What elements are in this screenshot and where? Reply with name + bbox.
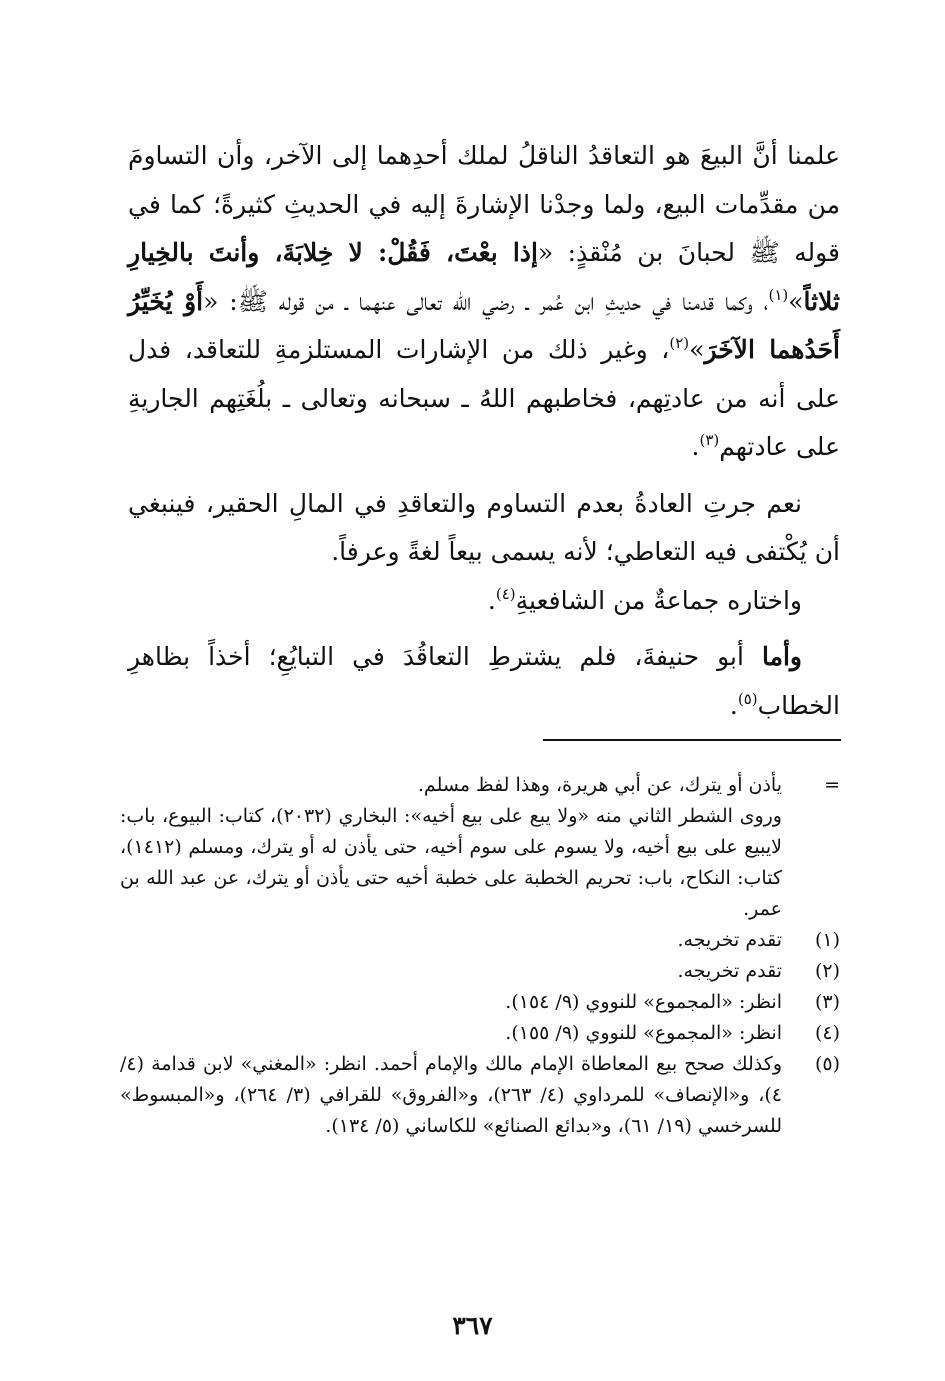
footnote-text: تقدم تخريجه. — [677, 929, 782, 951]
footnote-ref: (٥) — [737, 689, 758, 708]
footnote-separator — [543, 739, 841, 741]
footnote-item — [120, 1018, 840, 1049]
footnote-text: وكذلك صحح بيع المعاطاة الإمام مالك والإمام أحمد. انظر: «المغني» لابن قدامة (٤/ ٤)، و«الإنصاف» للمرداوي (٤/ ٢٦٣)، و«الفروق» للقرافي (٣/ ٢٦٤)، و«المبسوط» للسرخسي (١٩/ ٦١)، و«بدائع الصنائع» للكاساني (٥/ ١٣٤). — [120, 1053, 783, 1137]
footnote-ref: (١) — [768, 285, 789, 304]
footnote-item — [120, 1049, 840, 1142]
text-run: . — [691, 432, 700, 461]
text-run: أبو حنيفةَ، فلم يشترطِ التعاقُدَ في التبايُعِ؛ أخذاً بظاهرِ الخطاب — [128, 642, 840, 720]
footnote-number: (٥) — [814, 1053, 840, 1075]
footnote-item — [120, 987, 840, 1018]
footnote-text: انظر: «المجموع» للنووي (٩/ ١٥٤). — [505, 991, 782, 1013]
page-number: ٣٦٧ — [452, 1311, 493, 1340]
hadith-quote: إذا بعْتَ، فَقُلْ: لا خِلابَةَ، وأنتَ بالخِيارِ ثلاثاً — [128, 238, 840, 316]
footnote-line: يأذن أو يترك، عن أبي هريرة، وهذا لفظ مسلم. — [417, 774, 782, 796]
text-run: ، وكما قدمنا في حديثِ ابن عُمر ـ رضي الله تعالى عنهما ـ من قوله ﷺ: « — [203, 286, 769, 316]
footnote-ref: (٣) — [699, 431, 720, 449]
text-run: علمنا أنَّ البيعَ هو التعاقدُ الناقلُ لملك أحدِهما إلى الآخر، وأن التساومَ من مقدِّمات البيع، ولما وجدْنا الإشارةَ إليه في الحديثِ كثيرةً؛ كما في قوله ﷺ لحبانَ بن مُنْقذٍ: « — [128, 141, 840, 267]
footnote-item — [120, 956, 840, 987]
footnotes — [120, 770, 840, 1142]
main-text — [128, 132, 840, 730]
hadith-quote: أَوْ يُخَيِّرُ أَحَدُهما الآخَرَ — [128, 286, 840, 364]
paragraph-4 — [128, 633, 840, 730]
text-run: واختاره جماعةٌ من الشافعيةِ — [515, 585, 802, 615]
footnote-line: وروى الشطر الثاني منه «ولا يبع على بيع أخيه»: البخاري (٢٠٣٢)، كتاب: البيوع، باب: لايبيع على بيع أخيه، ولا يسوم على سوم أخيه، حتى يأذن له أو يترك، ومسلم (١٤١٢)، كتاب: النكاح، باب: تحريم الخطبة على خطبة أخيه حتى يأذن أو يترك، عن عبد الله بن عمر. — [120, 805, 782, 920]
footnote-continuation — [120, 770, 840, 925]
footnote-text: تقدم تخريجه. — [677, 960, 782, 982]
text-run: » — [689, 335, 705, 364]
footnote-ref: (٢) — [669, 334, 690, 352]
text-run: ، وغير ذلك من الإشارات المستلزمةِ للتعاقد، فدل على أنه من عادتِهم، فخاطبهم اللهُ ـ سبحانه وتعالى ـ بلُغَتِهم الجاريةِ على عادتهم — [128, 335, 840, 461]
footnote-text: انظر: «المجموع» للنووي (٩/ ١٥٥). — [505, 1022, 782, 1044]
footnote-number: (١) — [814, 929, 840, 951]
lead-word: وأما — [761, 642, 802, 671]
text-run: » — [788, 286, 804, 316]
text-run: . — [729, 690, 738, 720]
text-run: . — [487, 585, 496, 615]
footnote-ref: (٤) — [495, 584, 516, 603]
paragraph-2: نعم جرتِ العادةُ بعدم التساوم والتعاقدِ في المالِ الحقير، فينبغي أن يُكْتفى فيه التعاطي؛ لأنه يسمى بيعاً لغةً وعرفاً. — [128, 488, 840, 566]
footnote-text — [120, 770, 782, 925]
footnote-item — [120, 925, 840, 956]
continuation-marker: = — [824, 774, 840, 796]
footnote-number: (٣) — [814, 991, 840, 1013]
footnote-number: (٤) — [814, 1022, 840, 1044]
paragraph-1 — [128, 132, 840, 472]
paragraph-3 — [128, 577, 840, 626]
footnote-number: (٢) — [814, 960, 840, 982]
